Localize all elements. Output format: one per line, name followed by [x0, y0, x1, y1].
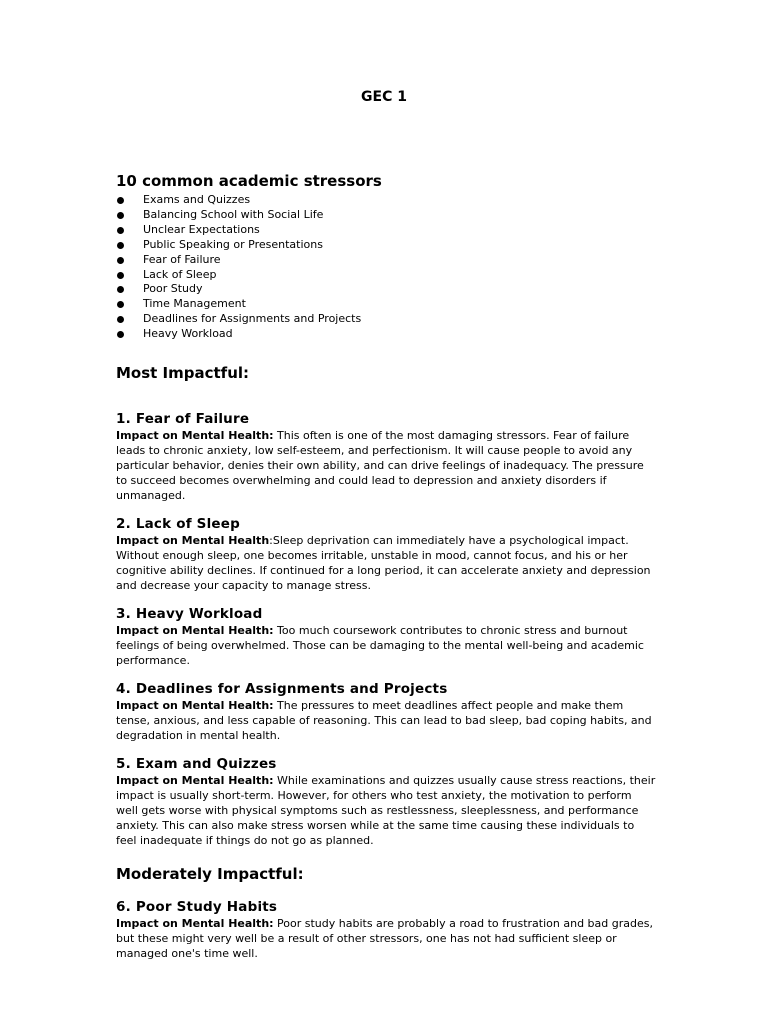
- item-description: Impact on Mental Health: Poor study habits are probably a road to frustration and bad grades, but these might very well be a result of other stressors, one has not had sufficient sleep or managed one's time well.: [116, 917, 653, 961]
- bullet-icon: [117, 227, 124, 234]
- stressor-item-heavy-workload: [116, 606, 656, 668]
- stressor-item-fear-of-failure: [116, 411, 656, 503]
- document-title: GEC 1: [361, 89, 407, 105]
- item-title: 6. Poor Study Habits: [116, 899, 278, 916]
- item-title: 3. Heavy Workload: [116, 606, 263, 623]
- bullet-icon: [117, 301, 124, 308]
- most-impactful-heading: Most Impactful:: [116, 364, 250, 383]
- stressors-list: [116, 193, 656, 342]
- list-item: Unclear Expectations: [116, 223, 656, 238]
- item-title: 2. Lack of Sleep: [116, 516, 240, 533]
- item-title: 4. Deadlines for Assignments and Projects: [116, 681, 448, 698]
- bullet-icon: [117, 257, 124, 264]
- bullet-icon: [117, 272, 124, 279]
- item-description: Impact on Mental Health: While examinations and quizzes usually cause stress reactions, their impact is usually short-term. However, for others who test anxiety, the motivation to perform well gets worse with physical symptoms such as restlessness, sleeplessness, and performance anxiety. This can also make stress worsen while at the same time causing these individuals to feel inadequate if things do not go as planned.: [116, 774, 656, 848]
- stressor-item-lack-of-sleep: [116, 516, 656, 593]
- list-item: Lack of Sleep: [116, 268, 656, 283]
- item-title: 1. Fear of Failure: [116, 411, 250, 428]
- stressors-title: 10 common academic stressors: [116, 172, 382, 190]
- bullet-icon: [117, 212, 124, 219]
- item-description: Impact on Mental Health:Sleep deprivation can immediately have a psychological impact. Without enough sleep, one becomes irritable, unstable in mood, cannot focus, and his or her cognitive ability declines. If continued for a long period, it can accelerate anxiety and depression and decrease your capacity to manage stress.: [116, 534, 651, 593]
- list-item: Poor Study: [116, 282, 656, 297]
- bullet-icon: [117, 197, 124, 204]
- list-item: Deadlines for Assignments and Projects: [116, 312, 656, 327]
- moderately-impactful-heading: Moderately Impactful:: [116, 865, 304, 884]
- list-item: Balancing School with Social Life: [116, 208, 656, 223]
- stressor-item-exams-quizzes: [116, 756, 656, 848]
- stressor-item-poor-study-habits: [116, 899, 656, 961]
- stressor-item-deadlines: [116, 681, 656, 743]
- list-item: Fear of Failure: [116, 253, 656, 268]
- item-description: Impact on Mental Health: The pressures to meet deadlines affect people and make them tense, anxious, and less capable of reasoning. This can lead to bad sleep, bad coping habits, and degradation in mental health.: [116, 699, 652, 743]
- bullet-icon: [117, 242, 124, 249]
- item-title: 5. Exam and Quizzes: [116, 756, 277, 773]
- list-item: Time Management: [116, 297, 656, 312]
- item-description: Impact on Mental Health: This often is one of the most damaging stressors. Fear of failure leads to chronic anxiety, low self-esteem, and perfectionism. It will cause people to avoid any particular behavior, denies their own ability, and can drive feelings of inadequacy. The pressure to succeed becomes overwhelming and could lead to depression and anxiety disorders if unmanaged.: [116, 429, 644, 503]
- item-description: Impact on Mental Health: Too much coursework contributes to chronic stress and burnout feelings of being overwhelmed. Those can be damaging to the mental well-being and academic performance.: [116, 624, 644, 668]
- bullet-icon: [117, 316, 124, 323]
- bullet-icon: [117, 331, 124, 338]
- list-item: Heavy Workload: [116, 327, 656, 342]
- list-item: Exams and Quizzes: [116, 193, 656, 208]
- list-item: Public Speaking or Presentations: [116, 238, 656, 253]
- document-body: [116, 171, 656, 961]
- bullet-icon: [117, 286, 124, 293]
